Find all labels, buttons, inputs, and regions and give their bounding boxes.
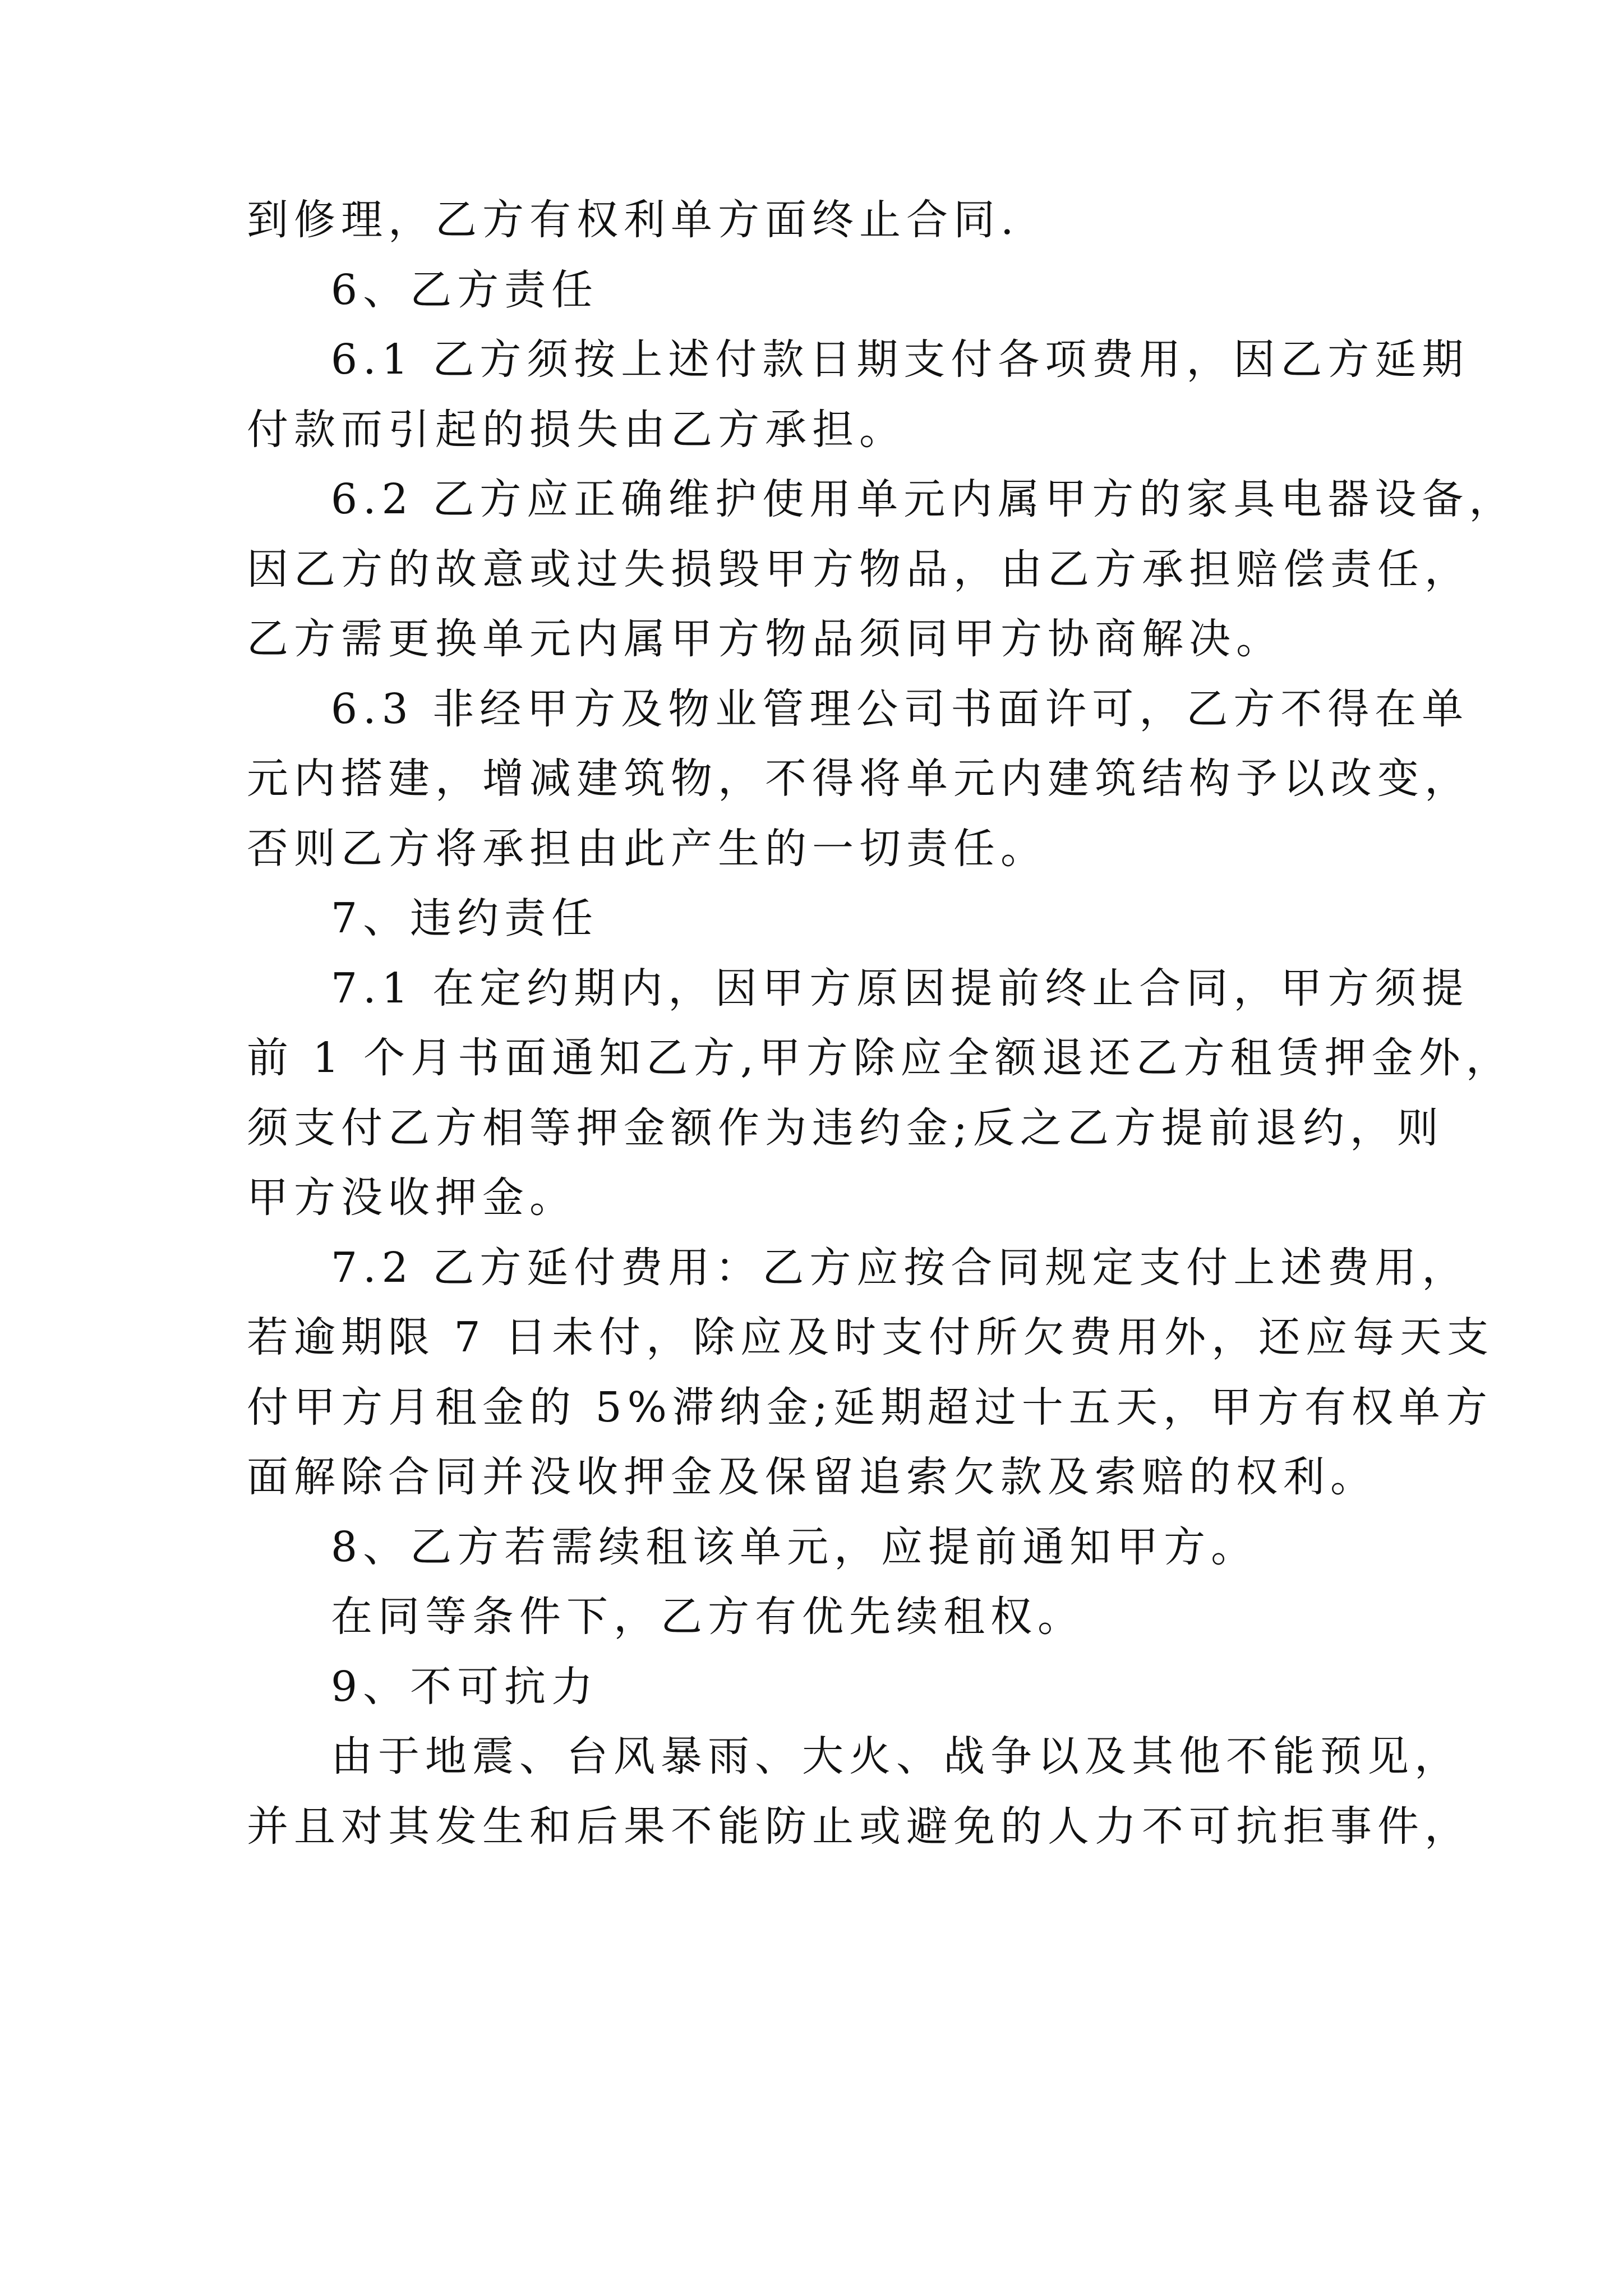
clause-6-3-line-1: 6.3 非经甲方及物业管理公司书面许可，乙方不得在单 bbox=[331, 684, 1469, 733]
clause-7-2-line-3: 付甲方月租金的 5%滞纳金;延期超过十五天，甲方有权单方 bbox=[247, 1383, 1493, 1432]
text-line-1: 到修理，乙方有权利单方面终止合同. bbox=[247, 196, 1020, 244]
section-heading-6: 6、乙方责任 bbox=[331, 265, 599, 314]
section-heading-7: 7、违约责任 bbox=[331, 894, 599, 942]
clause-7-1-line-4: 甲方没收押金。 bbox=[247, 1174, 577, 1222]
section-heading-8: 8、乙方若需续租该单元，应提前通知甲方。 bbox=[331, 1522, 1258, 1571]
clause-6-2-line-3: 乙方需更换单元内属甲方物品须同甲方协商解决。 bbox=[247, 615, 1283, 663]
clause-7-2-line-4: 面解除合同并没收押金及保留追索欠款及索赔的权利。 bbox=[247, 1453, 1377, 1501]
clause-7-1-line-3: 须支付乙方相等押金额作为违约金;反之乙方提前退约，则 bbox=[247, 1103, 1444, 1152]
clause-7-1-line-1: 7.1 在定约期内，因甲方原因提前终止合同，甲方须提 bbox=[331, 964, 1469, 1013]
clause-9-line-1: 由于地震、台风暴雨、大火、战争以及其他不能预见， bbox=[331, 1732, 1461, 1780]
clause-6-3-line-2: 元内搭建，增减建筑物，不得将单元内建筑结构予以改变， bbox=[247, 754, 1472, 803]
clause-6-2-line-2: 因乙方的故意或过失损毁甲方物品，由乙方承担赔偿责任， bbox=[247, 545, 1472, 593]
document-page bbox=[247, 185, 1516, 1861]
clause-6-2-line-1: 6.2 乙方应正确维护使用单元内属甲方的家具电器设备， bbox=[331, 475, 1516, 523]
section-heading-9: 9、不可抗力 bbox=[331, 1662, 599, 1711]
clause-9-line-2: 并且对其发生和后果不能防止或避免的人力不可抗拒事件， bbox=[247, 1802, 1472, 1851]
clause-7-2-line-1: 7.2 乙方延付费用：乙方应按合同规定支付上述费用， bbox=[331, 1243, 1469, 1292]
clause-6-3-line-3: 否则乙方将承担由此产生的一切责任。 bbox=[247, 824, 1048, 873]
clause-8-line-2: 在同等条件下，乙方有优先续租权。 bbox=[331, 1593, 1085, 1641]
clause-6-1-line-1: 6.1 乙方须按上述付款日期支付各项费用，因乙方延期 bbox=[331, 335, 1469, 384]
clause-7-1-line-2: 前 1 个月书面通知乙方,甲方除应全额退还乙方租赁押金外， bbox=[247, 1034, 1513, 1082]
clause-7-2-line-2: 若逾期限 7 日未付，除应及时支付所欠费用外，还应每天支 bbox=[247, 1313, 1495, 1361]
clause-6-1-line-2: 付款而引起的损失由乙方承担。 bbox=[247, 405, 906, 454]
